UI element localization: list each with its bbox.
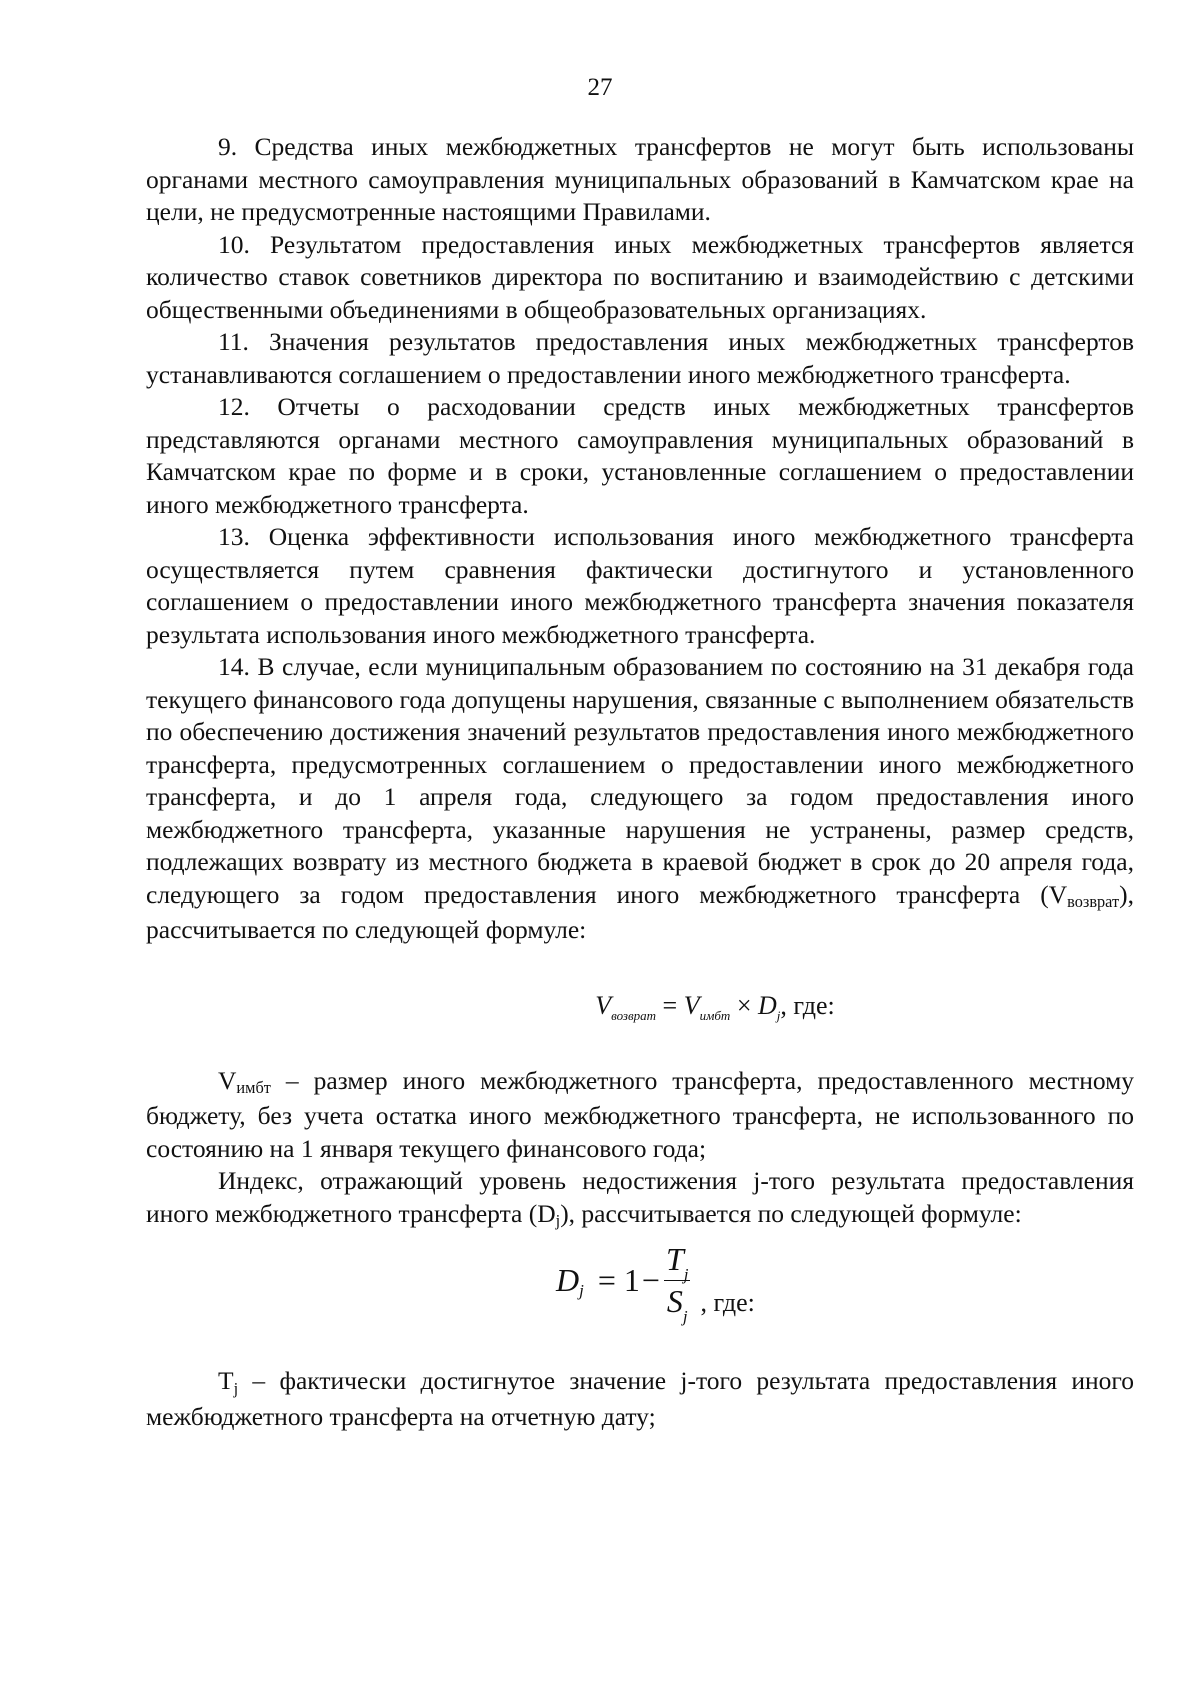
formula-var: V	[683, 990, 700, 1020]
paragraph-text: Оценка эффективности использования иного межбюджетного трансферта осуществляется путем сравнения фактически достигнутого и установленного соглашением о предоставлении иного межбюджетного трансферта значения показателя результата использования иного межбюджетного трансферта.	[146, 522, 1135, 649]
inline-variable: V	[1048, 879, 1068, 909]
definition-variable: T	[218, 1366, 234, 1395]
definition-variable: V	[218, 1065, 237, 1095]
formula-subscript: имбт	[699, 1007, 731, 1023]
formula-var: V	[595, 990, 612, 1020]
formula-operator: ×	[736, 990, 752, 1020]
paragraph-9	[146, 131, 1134, 229]
formula-var: D	[556, 1262, 580, 1298]
paragraph-text: Результатом предоставления иных межбюджетных трансфертов является количество ставок советников директора по воспитанию и взаимодействию с детскими общественными объединениями в общеобразовательных организациях.	[146, 229, 1134, 324]
fraction-denominator	[665, 1281, 690, 1326]
definition-vimbt	[146, 1065, 1134, 1166]
formula-operator: −	[641, 1262, 660, 1298]
formula-var: D	[757, 990, 777, 1020]
paragraph-10	[146, 229, 1134, 327]
document-body	[146, 131, 1134, 1433]
formula-index	[146, 1233, 1134, 1365]
paragraph-text: Средства иных межбюджетных трансфертов не могут быть использованы органами местного самоуправления муниципальных образований в Камчатском крае на цели, не предусмотренные настоящими Правилами.	[146, 132, 1134, 226]
index-paragraph	[146, 1165, 1134, 1233]
inline-variable-subscript: j	[555, 1211, 561, 1231]
formula-constant: 1	[623, 1262, 640, 1298]
formula-tail: , где:	[700, 1287, 755, 1317]
formula-subscript: j	[579, 1280, 584, 1300]
formula-operator: =	[597, 1262, 616, 1298]
formula-subscript: j	[776, 1007, 781, 1023]
paragraph-number: 10.	[218, 229, 250, 259]
paragraph-text: Значения результатов предоставления иных межбюджетных трансфертов устанавливаются соглашением о предоставлении иного межбюджетного трансферта.	[146, 327, 1135, 389]
paragraph-number: 14.	[218, 652, 250, 681]
paragraph-text: Индекс, отражающий уровень недостижения j-того результата предоставления иного межбюджетного трансферта (	[146, 1166, 1134, 1228]
paragraph-14	[146, 651, 1134, 947]
inline-variable-subscript: возврат	[1067, 892, 1120, 912]
formula-operator: =	[662, 990, 678, 1020]
definition-tj	[146, 1365, 1134, 1433]
paragraph-text-tail: ), рассчитывается по следующей формуле:	[146, 879, 1134, 944]
formula-return-amount	[146, 947, 1134, 1065]
formula-tail: , где:	[780, 990, 835, 1020]
fraction-numerator	[664, 1241, 691, 1284]
definition-text: – фактически достигнутое значение j-того результата предоставления иного межбюджетного трансферта на отчетную дату;	[146, 1366, 1134, 1431]
paragraph-text: В случае, если муниципальным образованием по состоянию на 31 декабря года текущего финансового года допущены нарушения, связанные с выполнением обязательств по обеспечению достижения значений результатов предоставления иного межбюджетного трансферта, предусмотренных соглашением о предоставлении иного межбюджетного трансферта, и до 1 апреля года, следующего за годом предоставления иного межбюджетного трансферта, указанные нарушения не устранены, размер средств, подлежащих возврату из местного бюджета в краевой бюджет в срок до 20 апреля года, следующего за годом предоставления иного межбюджетного трансферта (	[146, 652, 1135, 909]
paragraph-13	[146, 521, 1134, 651]
paragraph-12	[146, 391, 1134, 521]
inline-variable: D	[537, 1198, 556, 1228]
definition-variable-subscript: имбт	[236, 1078, 271, 1098]
paragraph-number: 13.	[218, 522, 250, 551]
formula-var: T	[665, 1241, 684, 1277]
formula-var: S	[666, 1283, 683, 1319]
page-number: 27	[587, 74, 613, 101]
definition-text: – размер иного межбюджетного трансферта, предоставленного местному бюджету, без учета остатка иного межбюджетного трансферта, не использованного по состоянию на 1 января текущего финансового года;	[146, 1065, 1134, 1163]
paragraph-text-tail: ), рассчитывается по следующей формуле:	[560, 1198, 1022, 1228]
paragraph-number: 11.	[218, 327, 249, 356]
definition-variable-subscript: j	[233, 1378, 239, 1398]
formula-subscript: j	[683, 1265, 689, 1284]
formula-subscript: j	[682, 1307, 688, 1326]
formula-fraction	[664, 1241, 691, 1326]
paragraph-number: 12.	[218, 392, 250, 421]
paragraph-number: 9.	[218, 132, 238, 161]
formula-subscript: возврат	[611, 1007, 657, 1023]
paragraph-11	[146, 326, 1134, 391]
paragraph-text: Отчеты о расходовании средств иных межбюджетных трансфертов представляются органами местного самоуправления муниципальных образований в Камчатском крае по форме и в сроки, установленные соглашением о предоставлении иного межбюджетного трансферта.	[146, 392, 1135, 519]
